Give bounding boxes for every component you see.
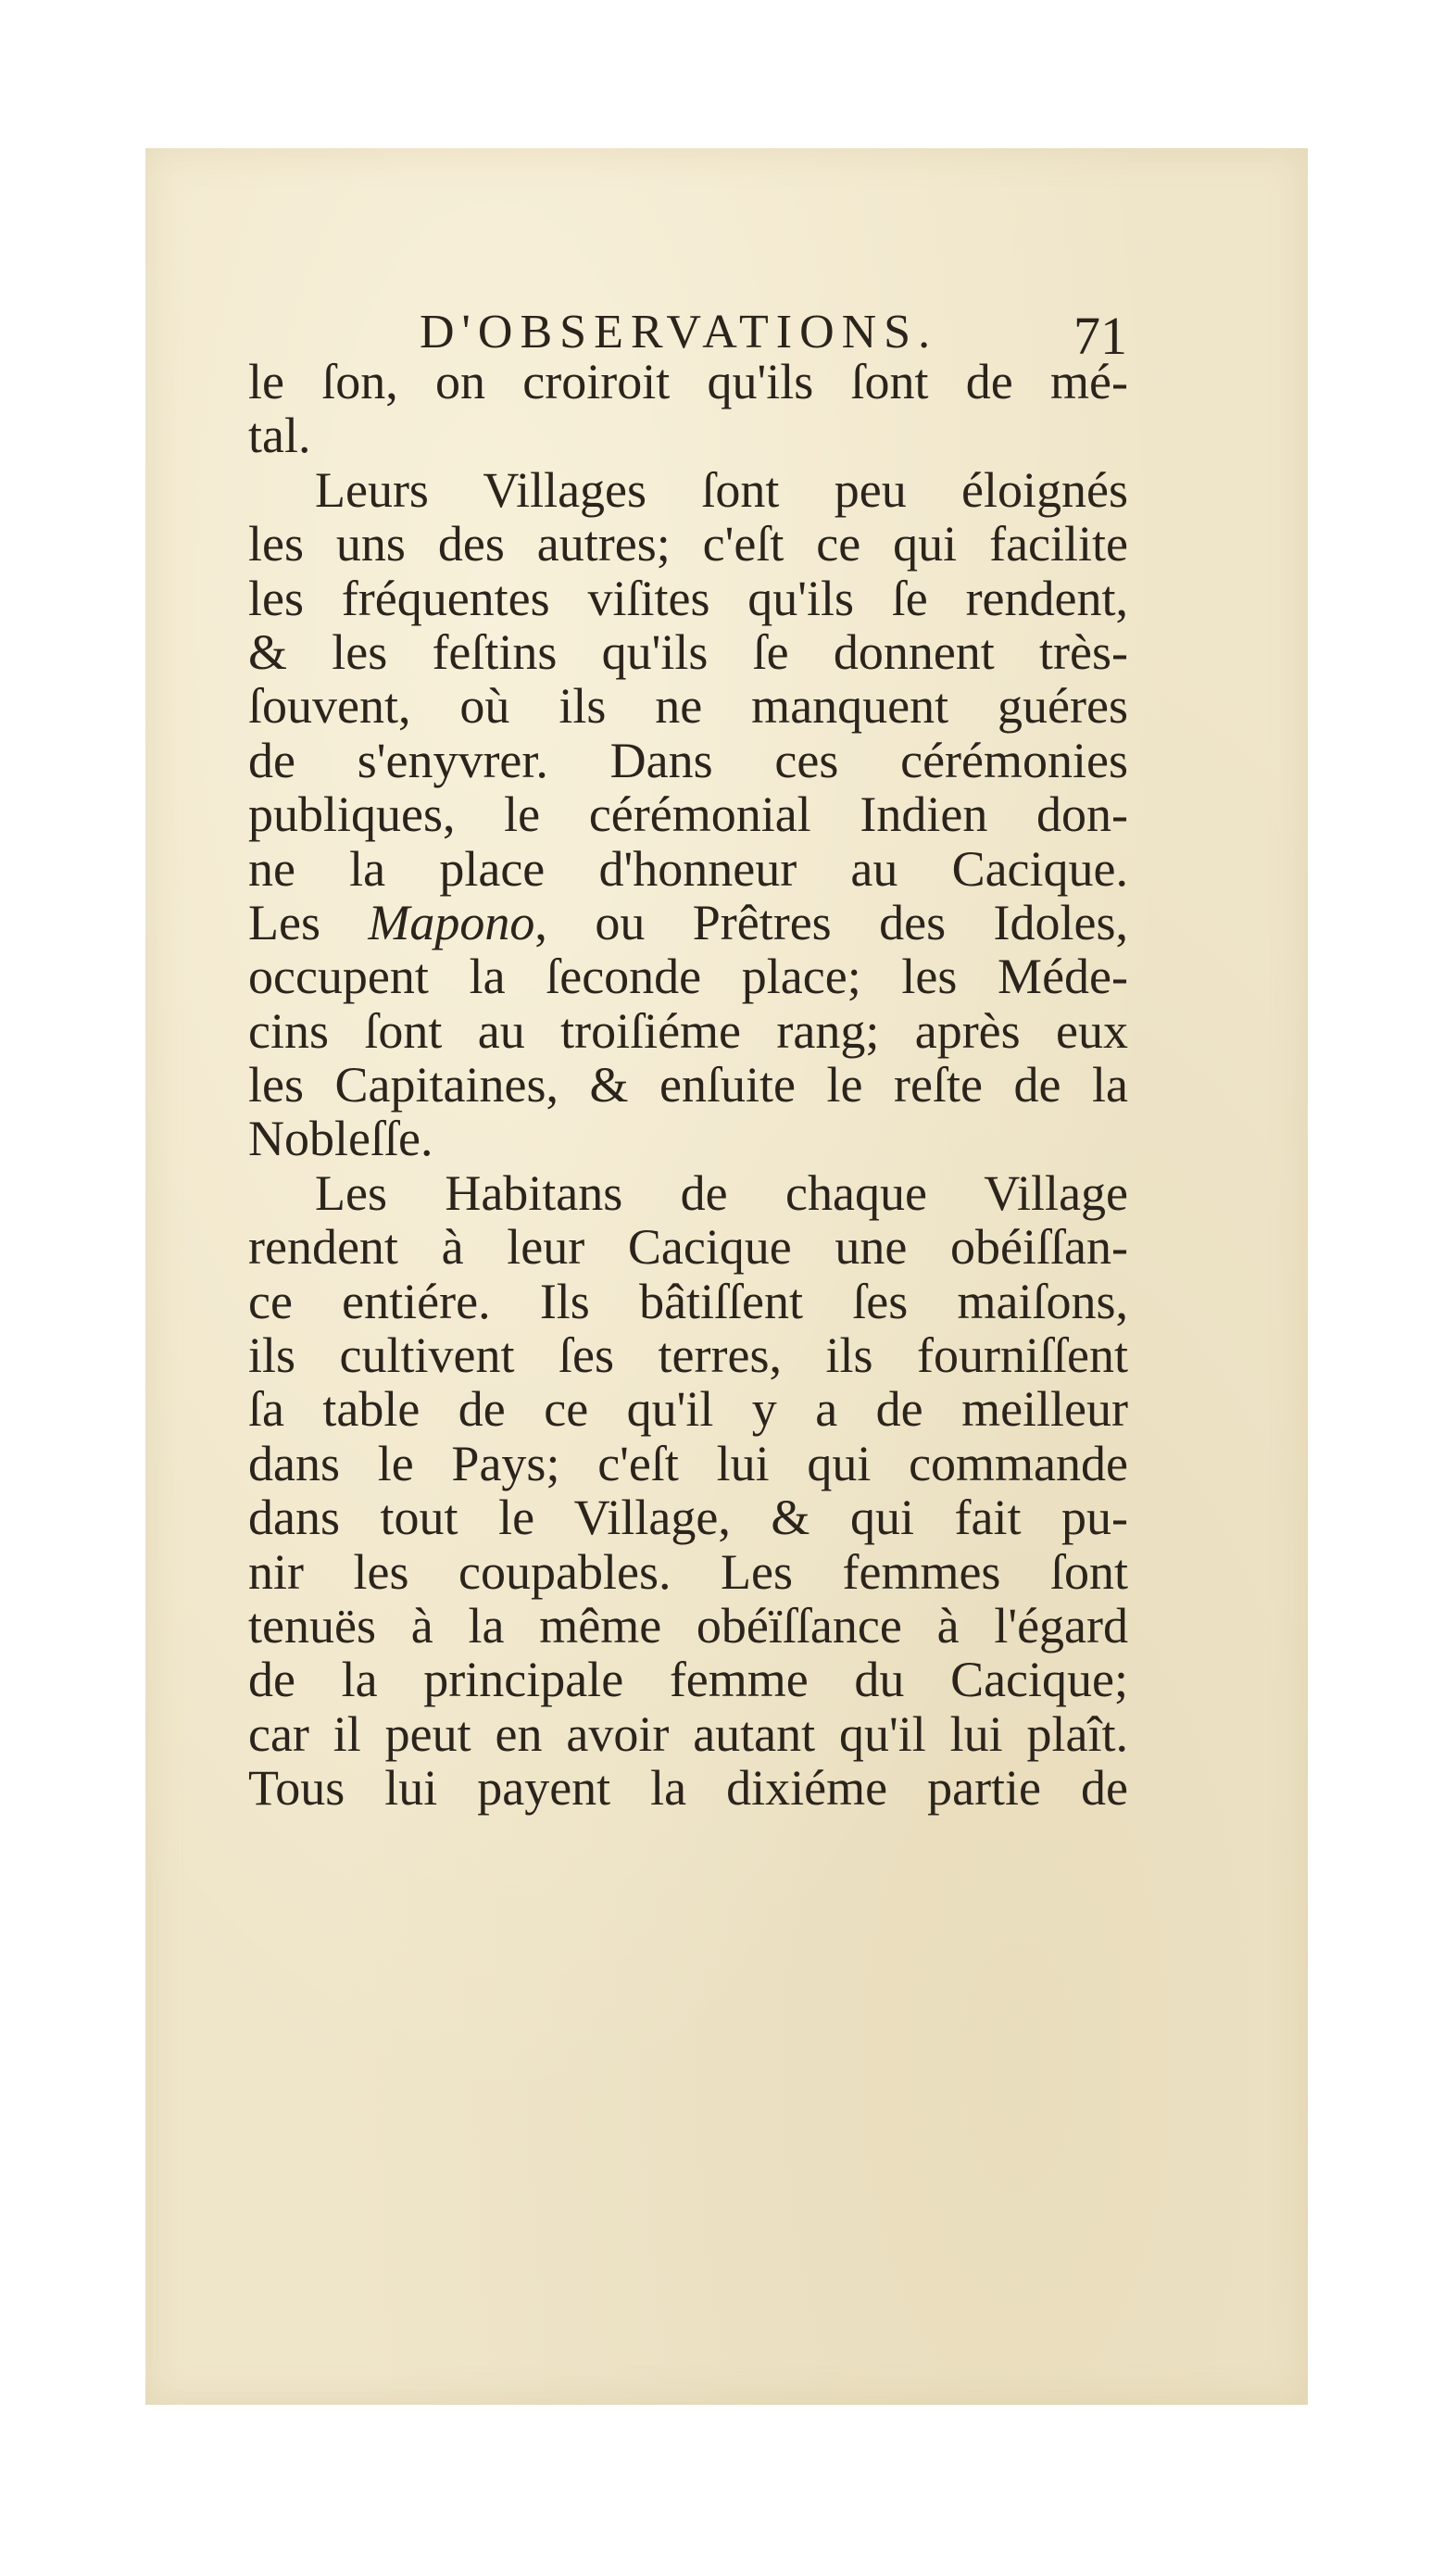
text-line: les fréquentes viſites qu'ils ſe rendent, bbox=[248, 570, 1128, 626]
text-line: ſouvent, où ils ne manquent guéres bbox=[248, 678, 1128, 735]
text-line: ſa table de ce qu'il y a de meilleur bbox=[248, 1381, 1128, 1438]
text-line: occupent la ſeconde place; les Méde- bbox=[248, 949, 1128, 1005]
text-line: ce entiére. Ils bâtiſſent ſes maiſons, bbox=[248, 1273, 1128, 1329]
text-line: car il peut en avoir autant qu'il lui plaît. bbox=[248, 1705, 1128, 1762]
page-number: 71 bbox=[1073, 306, 1127, 366]
italic-term: Mapono bbox=[368, 894, 535, 950]
running-head: D'OBSERVATIONS. bbox=[420, 306, 938, 358]
text-line: Les Habitans de chaque Village bbox=[315, 1164, 1128, 1221]
text-line: le ſon, on croiroit qu'ils ſont de mé- bbox=[248, 354, 1128, 409]
text-line: de la principale femme du Cacique; bbox=[248, 1652, 1128, 1708]
text-line: ils cultivent ſes terres, ils fourniſſent bbox=[248, 1327, 1128, 1384]
text-line: Nobleſſe. bbox=[248, 1111, 433, 1167]
text-line: cins ſont au troiſiéme rang; après eux bbox=[248, 1002, 1128, 1059]
text-line: & les feſtins qu'ils ſe donnent très- bbox=[248, 623, 1128, 680]
text-line: publiques, le cérémonial Indien don- bbox=[248, 786, 1128, 843]
text-line: tal. bbox=[248, 408, 311, 464]
text-line: rendent à leur Cacique une obéiſſan- bbox=[248, 1219, 1128, 1276]
text-line: dans le Pays; c'eſt lui qui commande bbox=[248, 1435, 1128, 1491]
text-line: nir les coupables. Les femmes ſont bbox=[248, 1543, 1128, 1600]
text-line: ne la place d'honneur au Cacique. bbox=[248, 840, 1128, 897]
text-line: Tous lui payent la dixiéme partie de bbox=[248, 1760, 1128, 1817]
text-line: dans tout le Village, & qui fait pu- bbox=[248, 1490, 1128, 1546]
body-text bbox=[248, 355, 1128, 1816]
text-line: de s'enyvrer. Dans ces cérémonies bbox=[248, 732, 1128, 788]
text-line: les Capitaines, & enſuite le reſte de la bbox=[248, 1057, 1128, 1113]
text-line: tenuës à la même obéïſſance à l'égard bbox=[248, 1597, 1128, 1654]
text-line: les uns des autres; c'eſt ce qui facilite bbox=[248, 516, 1128, 572]
text-line: Leurs Villages ſont peu éloignés bbox=[315, 461, 1128, 518]
text-line-with-italic: Les Mapono, ou Prêtres des Idoles, bbox=[248, 894, 1129, 950]
